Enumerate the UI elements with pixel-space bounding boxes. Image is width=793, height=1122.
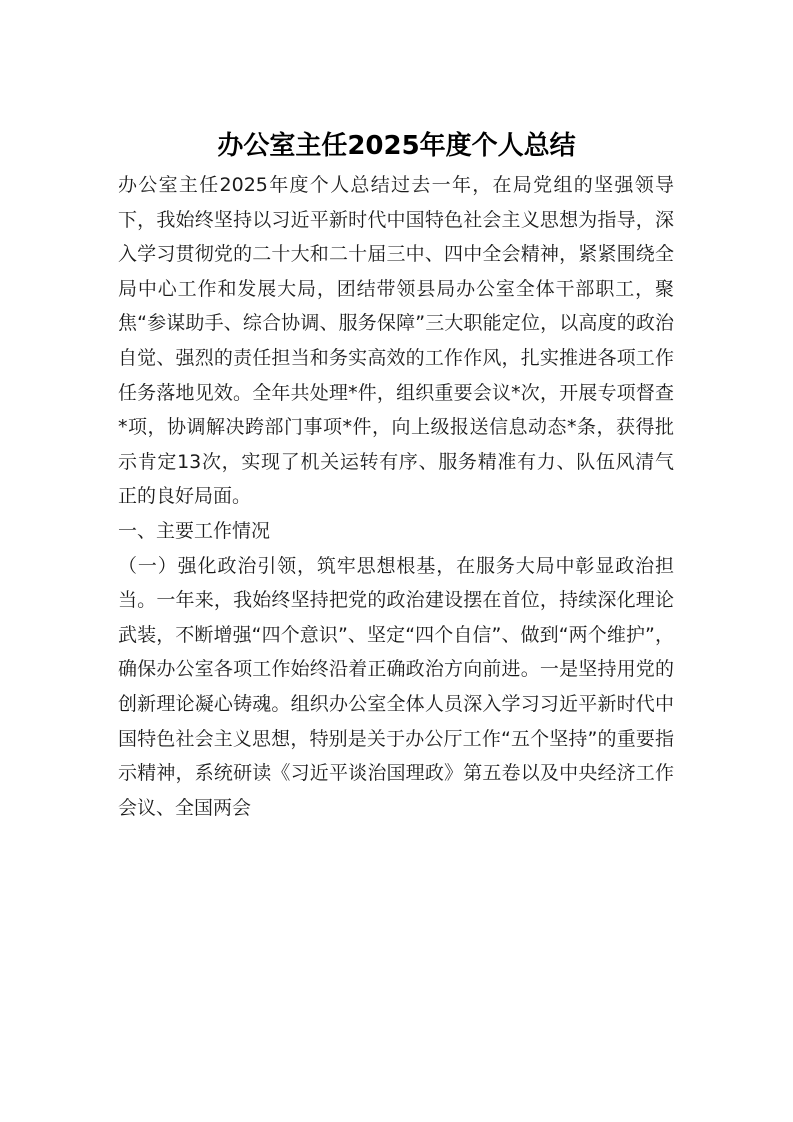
document-title: 办公室主任2025年度个人总结 <box>217 131 576 161</box>
document-body <box>118 168 674 825</box>
intro-paragraph: 办公室主任2025年度个人总结过去一年，在局党组的坚强领导下，我始终坚持以习近平新时代中国特色社会主义思想为指导，深入学习贯彻党的二十大和二十届三中、四中全会精神，紧紧围绕全局中心工作和发展大局，团结带领县局办公室全体干部职工，聚焦“参谋助手、综合协调、服务保障”三大职能定位，以高度的政治自觉、强烈的责任担当和务实高效的工作作风，扎实推进各项工作任务落地见效。全年共处理*件，组织重要会议*次，开展专项督查*项，协调解决跨部门事项*件，向上级报送信息动态*条，获得批示肯定13次，实现了机关运转有序、服务精准有力、队伍风清气正的良好局面。 <box>118 174 674 508</box>
subsection-paragraph: （一）强化政治引领，筑牢思想根基，在服务大局中彰显政治担当。一年来，我始终坚持把党的政治建设摆在首位，持续深化理论武装，不断增强“四个意识”、坚定“四个自信”、做到“两个维护”，确保办公室各项工作始终沿着正确政治方向前进。一是坚持用党的创新理论凝心铸魂。组织办公室全体人员深入学习习近平新时代中国特色社会主义思想，特别是关于办公厅工作“五个坚持”的重要指示精神，系统研读《习近平谈治国理政》第五卷以及中央经济工作会议、全国两会 <box>118 554 674 819</box>
section-heading: 一、主要工作情况 <box>118 519 271 542</box>
